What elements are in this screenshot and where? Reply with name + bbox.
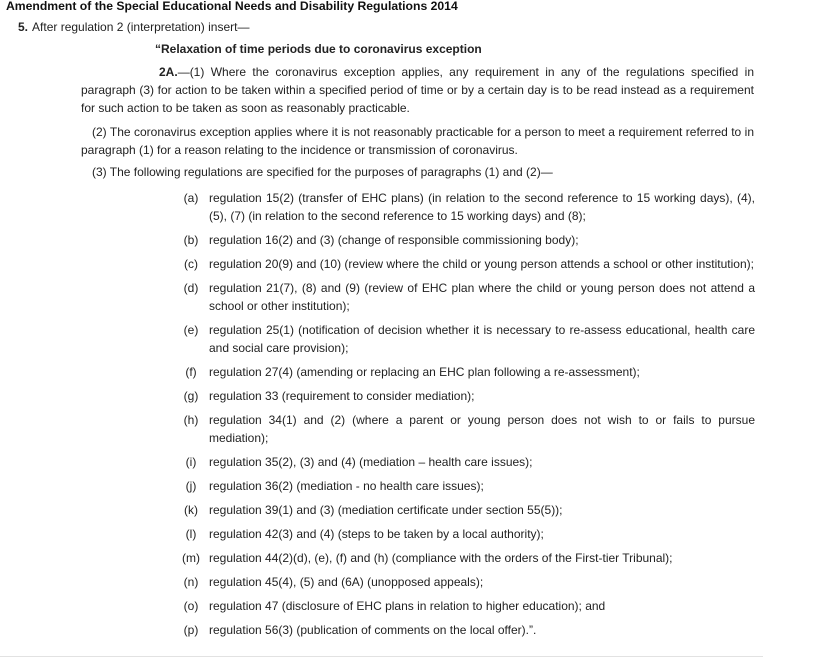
paragraph-3: (3) The following regulations are specified for the purposes of paragraphs (1) and (2)— [92,165,553,179]
list-item-text: regulation 44(2)(d), (e), (f) and (h) (compliance with the orders of the First-tier Tribunal); [209,551,673,565]
list-item-label: (o) [183,599,199,613]
list-item-text: regulation 35(2), (3) and (4) (mediation – health care issues); [209,455,533,469]
list-item-text: regulation 36(2) (mediation - no health care issues); [209,479,484,493]
list-item-text: regulation 16(2) and (3) (change of responsible commissioning body); [209,233,579,247]
list-item-text: regulation 34(1) and (2) (where a parent or young person does not wish to or fails to pursue mediation); [209,413,755,445]
list-item [173,453,755,471]
list-item-label: (d) [183,281,199,295]
amendment-instruction [18,20,249,34]
list-item-text: regulation 33 (requirement to consider mediation); [209,389,475,403]
list-item-text: regulation 21(7), (8) and (9) (review of EHC plan where the child or young person does not attend a school or other institution); [209,281,755,313]
list-item-label: (g) [183,389,199,403]
list-item [173,255,755,273]
amendment-text: After regulation 2 (interpretation) insert— [32,20,250,34]
list-item-text: regulation 15(2) (transfer of EHC plans) (in relation to the second reference to 15 working days), (4), (5), (7) (in relation to the second reference to 15 working days) and (8); [209,191,755,223]
list-item-label: (e) [183,323,199,337]
regulation-number: 2A. [159,65,178,79]
list-item-text: regulation 25(1) (notification of decision whether it is necessary to re-assess educational, health care and social care provision); [209,323,755,355]
list-item-label: (i) [185,455,197,469]
list-item [173,411,755,447]
list-item [173,279,755,315]
amendment-number: 5. [18,20,29,34]
list-item-label: (h) [183,413,199,427]
list-item [173,189,755,225]
bottom-divider [0,656,763,657]
paragraph-1 [81,63,754,117]
specified-regulations-list [173,189,755,645]
list-item [173,231,755,249]
list-item-text: regulation 27(4) (amending or replacing an EHC plan following a re-assessment); [209,365,640,379]
list-item [173,573,755,591]
list-item [173,549,755,567]
list-item-text: regulation 42(3) and (4) (steps to be taken by a local authority); [209,527,544,541]
list-item-label: (j) [185,479,197,493]
regulation-title: “Relaxation of time periods due to coronavirus exception [155,42,482,56]
list-item-label: (b) [183,233,199,247]
list-item [173,387,755,405]
list-item-text: regulation 56(3) (publication of comments on the local offer).”. [209,623,537,637]
list-item [173,597,755,615]
list-item-text: regulation 45(4), (5) and (6A) (unopposed appeals); [209,575,484,589]
amendment-heading: Amendment of the Special Educational Needs and Disability Regulations 2014 [6,0,458,13]
list-item-label: (a) [183,191,199,205]
list-item-label: (n) [183,575,199,589]
list-item-label: (k) [184,503,198,517]
list-item-label: (m) [182,551,200,565]
paragraph-1-text: —(1) Where the coronavirus exception applies, any requirement in any of the regulations specified in paragraph (3) for action to be taken within a specified period of time or by a certain day is to be read instead as a requirement for such action to be taken as soon as reasonably practicable. [81,65,754,115]
paragraph-2: (2) The coronavirus exception applies where it is not reasonably practicable for a person to meet a requirement referred to in paragraph (1) for a reason relating to the incidence or transmission of coronavirus. [81,125,754,157]
list-item [173,363,755,381]
list-item [173,477,755,495]
list-item [173,525,755,543]
list-item-text: regulation 39(1) and (3) (mediation certificate under section 55(5)); [209,503,563,517]
list-item-label: (p) [183,623,199,637]
list-item [173,621,755,639]
list-item [173,501,755,519]
list-item-text: regulation 20(9) and (10) (review where the child or young person attends a school or other institution); [209,257,754,271]
list-item-label: (f) [185,365,197,379]
list-item-label: (c) [184,257,198,271]
list-item-label: (l) [185,527,197,541]
list-item [173,321,755,357]
list-item-text: regulation 47 (disclosure of EHC plans in relation to higher education); and [209,599,606,613]
